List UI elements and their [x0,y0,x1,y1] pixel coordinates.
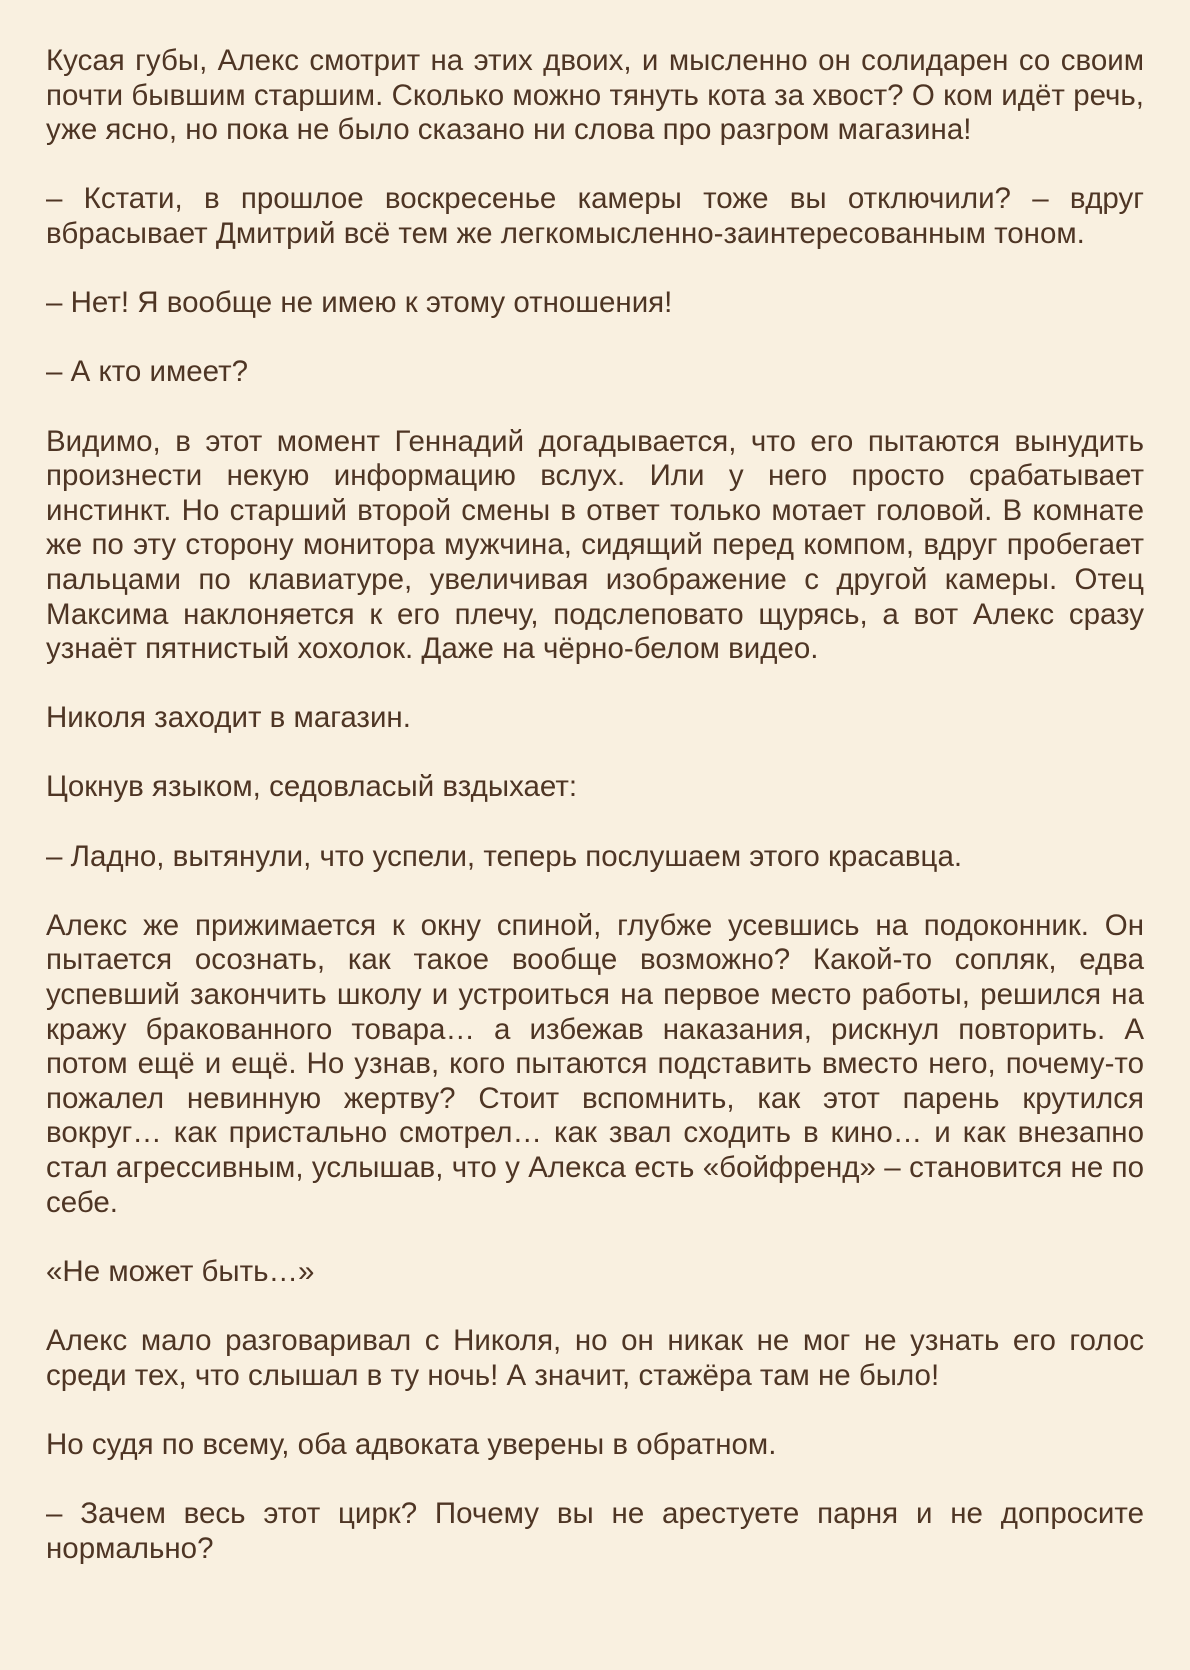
paragraph-13: – Зачем весь этот цирк? Почему вы не арестуете парня и не допросите нормально? [46,1496,1144,1565]
paragraph-8: – Ладно, вытянули, что успели, теперь послушаем этого красавца. [46,839,963,873]
paragraph-3: – Нет! Я вообще не имею к этому отношения! [46,286,673,320]
paragraph-6: Николя заходит в магазин. [46,701,411,735]
paragraph-4: – А кто имеет? [46,355,249,389]
paragraph-1: Кусая губы, Алекс смотрит на этих двоих, и мысленно он солидарен со своим почти бывшим старшим. Сколько можно тянуть кота за хвост? О ком идёт речь, уже ясно, но пока не было сказано ни слова про разгром магазина! [46,44,1144,147]
paragraph-11: Алекс мало разговаривал с Николя, но он никак не мог не узнать его голос среди тех, что слышал в ту ночь! А значит, стажёра там не было! [46,1323,1144,1392]
paragraph-12: Но судя по всему, оба адвоката уверены в обратном. [46,1427,777,1461]
paragraph-5: Видимо, в этот момент Геннадий догадывается, что его пытаются вынудить произнести некую информацию вслух. Или у него просто срабатывает инстинкт. Но старший второй смены в ответ только мотает головой. В комнате же по эту сторону монитора мужчина, сидящий перед компом, вдруг пробегает пальцами по клавиатуре, увеличивая изображение с другой камеры. Отец Максима наклоняется к его плечу, подслеповато щурясь, а вот Алекс сразу узнаёт пятнистый хохолок. Даже на чёрно-белом видео. [46,424,1144,666]
paragraph-10: «Не может быть…» [46,1254,315,1288]
paragraph-2: – Кстати, в прошлое воскресенье камеры тоже вы отключили? – вдруг вбрасывает Дмитрий всё тем же легкомысленно-заинтересованным тоном. [46,182,1144,250]
paragraph-7: Цокнув языком, седовласый вздыхает: [46,770,578,804]
paragraph-9: Алекс же прижимается к окну спиной, глубже усевшись на подоконник. Он пытается осознать, как такое вообще возможно? Какой-то сопляк, едва успевший закончить школу и устроиться на первое место работы, решился на кражу бракованного товара… а избежав наказания, рискнул повторить. А потом ещё и ещё. Но узнав, кого пытаются подставить вместо него, почему-то пожалел невинную жертву? Стоит вспомнить, как этот парень крутился вокруг… как пристально смотрел… как звал сходить в кино… и как внезапно стал агрессивным, услышав, что у Алекса есть «бойфренд» – становится не по себе. [46,908,1144,1219]
